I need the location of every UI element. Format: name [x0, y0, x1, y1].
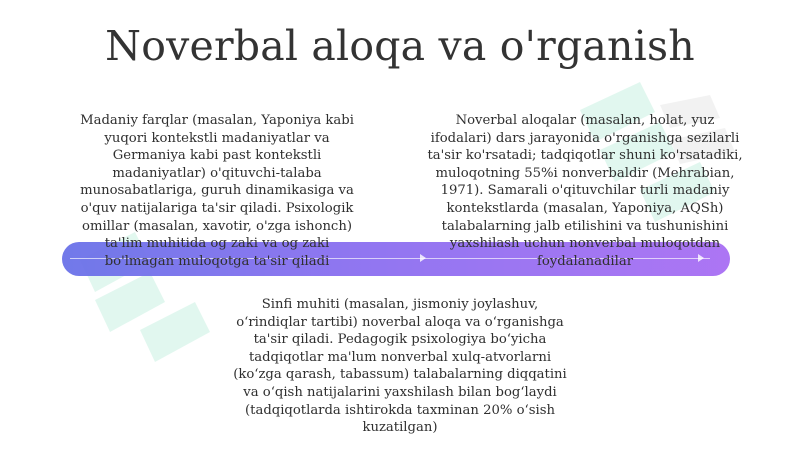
text-block-cultural-differences: Madaniy farqlar (masalan, Yaponiya kabi yuqori kontekstli madaniyatlar va Germaniya kabi past kontekstli madaniyatlar) o'qituvchi-talaba munosabatlariga, guruh dinamikasiga va o'quv natijalariga ta'sir qiladi. Psixologik omillar (masalan, xavotir, o'zga ishonch) ta'lim muhitida og zaki va og zaki bo'lmagan muloqotga ta'sir qiladi: [80, 113, 354, 269]
text-block-nonverbal-communication: Noverbal aloqalar (masalan, holat, yuz ifodalari) dars jarayonida o'rganishga sezilarli ta'sir ko'rsatadi; tadqiqotlar shuni ko'rsatadiki, muloqotning 55%i nonverbaldir (Mehrabian, 1971). Samarali o'qituvchilar turli madaniy kontekstlarda (masalan, Yaponiya, AQSh) talabalarning jalb etilishini va tushunishini yaxshilash uchun nonverbal muloqotdan foydalanadilar: [427, 113, 743, 269]
text-block-classroom-environment: Sinfi muhiti (masalan, jismoniy joylashuv, o‘rindiqlar tartibi) noverbal aloqa va o‘rganishga ta'sir qiladi. Pedagogik psixologiya bo‘yicha tadqiqotlar ma'lum nonverbal xulq-atvorlarni (ko‘zga qarash, tabassum) talabalarning diqqatini va o‘qish natijalarini yaxshilash bilan bog‘laydi (tadqiqotlarda ishtirokda taxminan 20% o‘sish kuzatilgan): [233, 297, 567, 436]
slide-title: Noverbal aloqa va o'rganish: [105, 22, 695, 70]
